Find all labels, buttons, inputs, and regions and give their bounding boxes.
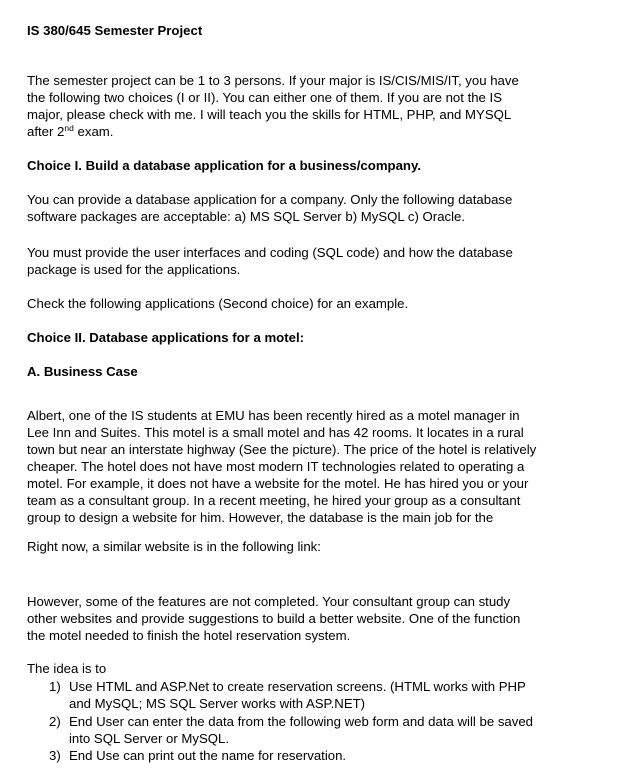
choice1-paragraph-line: You must provide the user interfaces and coding (SQL code) and how the database	[27, 245, 513, 260]
list-item-line: End User can enter the data from the following web form and data will be saved	[69, 714, 534, 729]
choice1-heading: Choice I. Build a database application for a business/company.	[27, 158, 422, 173]
ordinal-superscript: nd	[64, 123, 74, 133]
choice1-paragraph-line: You can provide a database application for a company. Only the following database	[27, 192, 513, 207]
list-item-line: Use HTML and ASP.Net to create reservation screens. (HTML works with PHP	[69, 679, 526, 694]
case-line: team as a consultant group. In a recent meeting, he hired your group as a consultant	[27, 493, 521, 508]
document-title: IS 380/645 Semester Project	[27, 23, 203, 38]
choice2-heading: Choice II. Database applications for a motel:	[27, 330, 305, 345]
however-line: However, some of the features are not completed. Your consultant group can study	[27, 594, 511, 609]
idea-line: The idea is to	[27, 661, 107, 676]
choice1-paragraph-line: software packages are acceptable: a) MS SQL Server b) MySQL c) Oracle.	[27, 209, 466, 224]
case-line: group to design a website for him. However, the database is the main job for the	[27, 510, 494, 525]
business-case-heading: A. Business Case	[27, 364, 138, 379]
intro-line: The semester project can be 1 to 3 persons. If your major is IS/CIS/MIS/IT, you have	[27, 73, 519, 88]
list-item-number: 3)	[49, 748, 61, 763]
list-item-line: into SQL Server or MySQL.	[69, 731, 230, 746]
right-now-line: Right now, a similar website is in the following link:	[27, 539, 321, 554]
list-item-line: and MySQL; MS SQL Server works with ASP.NET)	[69, 696, 366, 711]
case-line: Lee Inn and Suites. This motel is a small motel and has 42 rooms. It locates in a rural	[27, 425, 524, 440]
list-item-number: 1)	[49, 679, 61, 694]
intro-line4-pre: after 2	[27, 124, 65, 139]
intro-line: major, please check with me. I will teach you the skills for HTML, PHP, and MYSQL	[27, 107, 512, 122]
however-line: the motel needed to finish the hotel reservation system.	[27, 628, 351, 643]
case-line: motel. For example, it does not have a website for the motel. He has hired you or your	[27, 476, 529, 491]
intro-line	[27, 123, 113, 140]
case-line: Albert, one of the IS students at EMU has been recently hired as a motel manager in	[27, 408, 520, 423]
choice1-paragraph-line: Check the following applications (Second choice) for an example.	[27, 296, 409, 311]
list-item-number: 2)	[49, 714, 61, 729]
list-item-line: End Use can print out the name for reservation.	[69, 748, 347, 763]
intro-line4-post: exam.	[73, 124, 114, 139]
however-line: other websites and provide suggestions to build a better website. One of the function	[27, 611, 521, 626]
intro-line: the following two choices (I or II). You can either one of them. If you are not the IS	[27, 90, 503, 105]
case-line: cheaper. The hotel does not have most modern IT technologies related to operating a	[27, 459, 525, 474]
choice1-paragraph-line: package is used for the applications.	[27, 262, 241, 277]
case-line: town but near an interstate highway (See the picture). The price of the hotel is relatively	[27, 442, 537, 457]
